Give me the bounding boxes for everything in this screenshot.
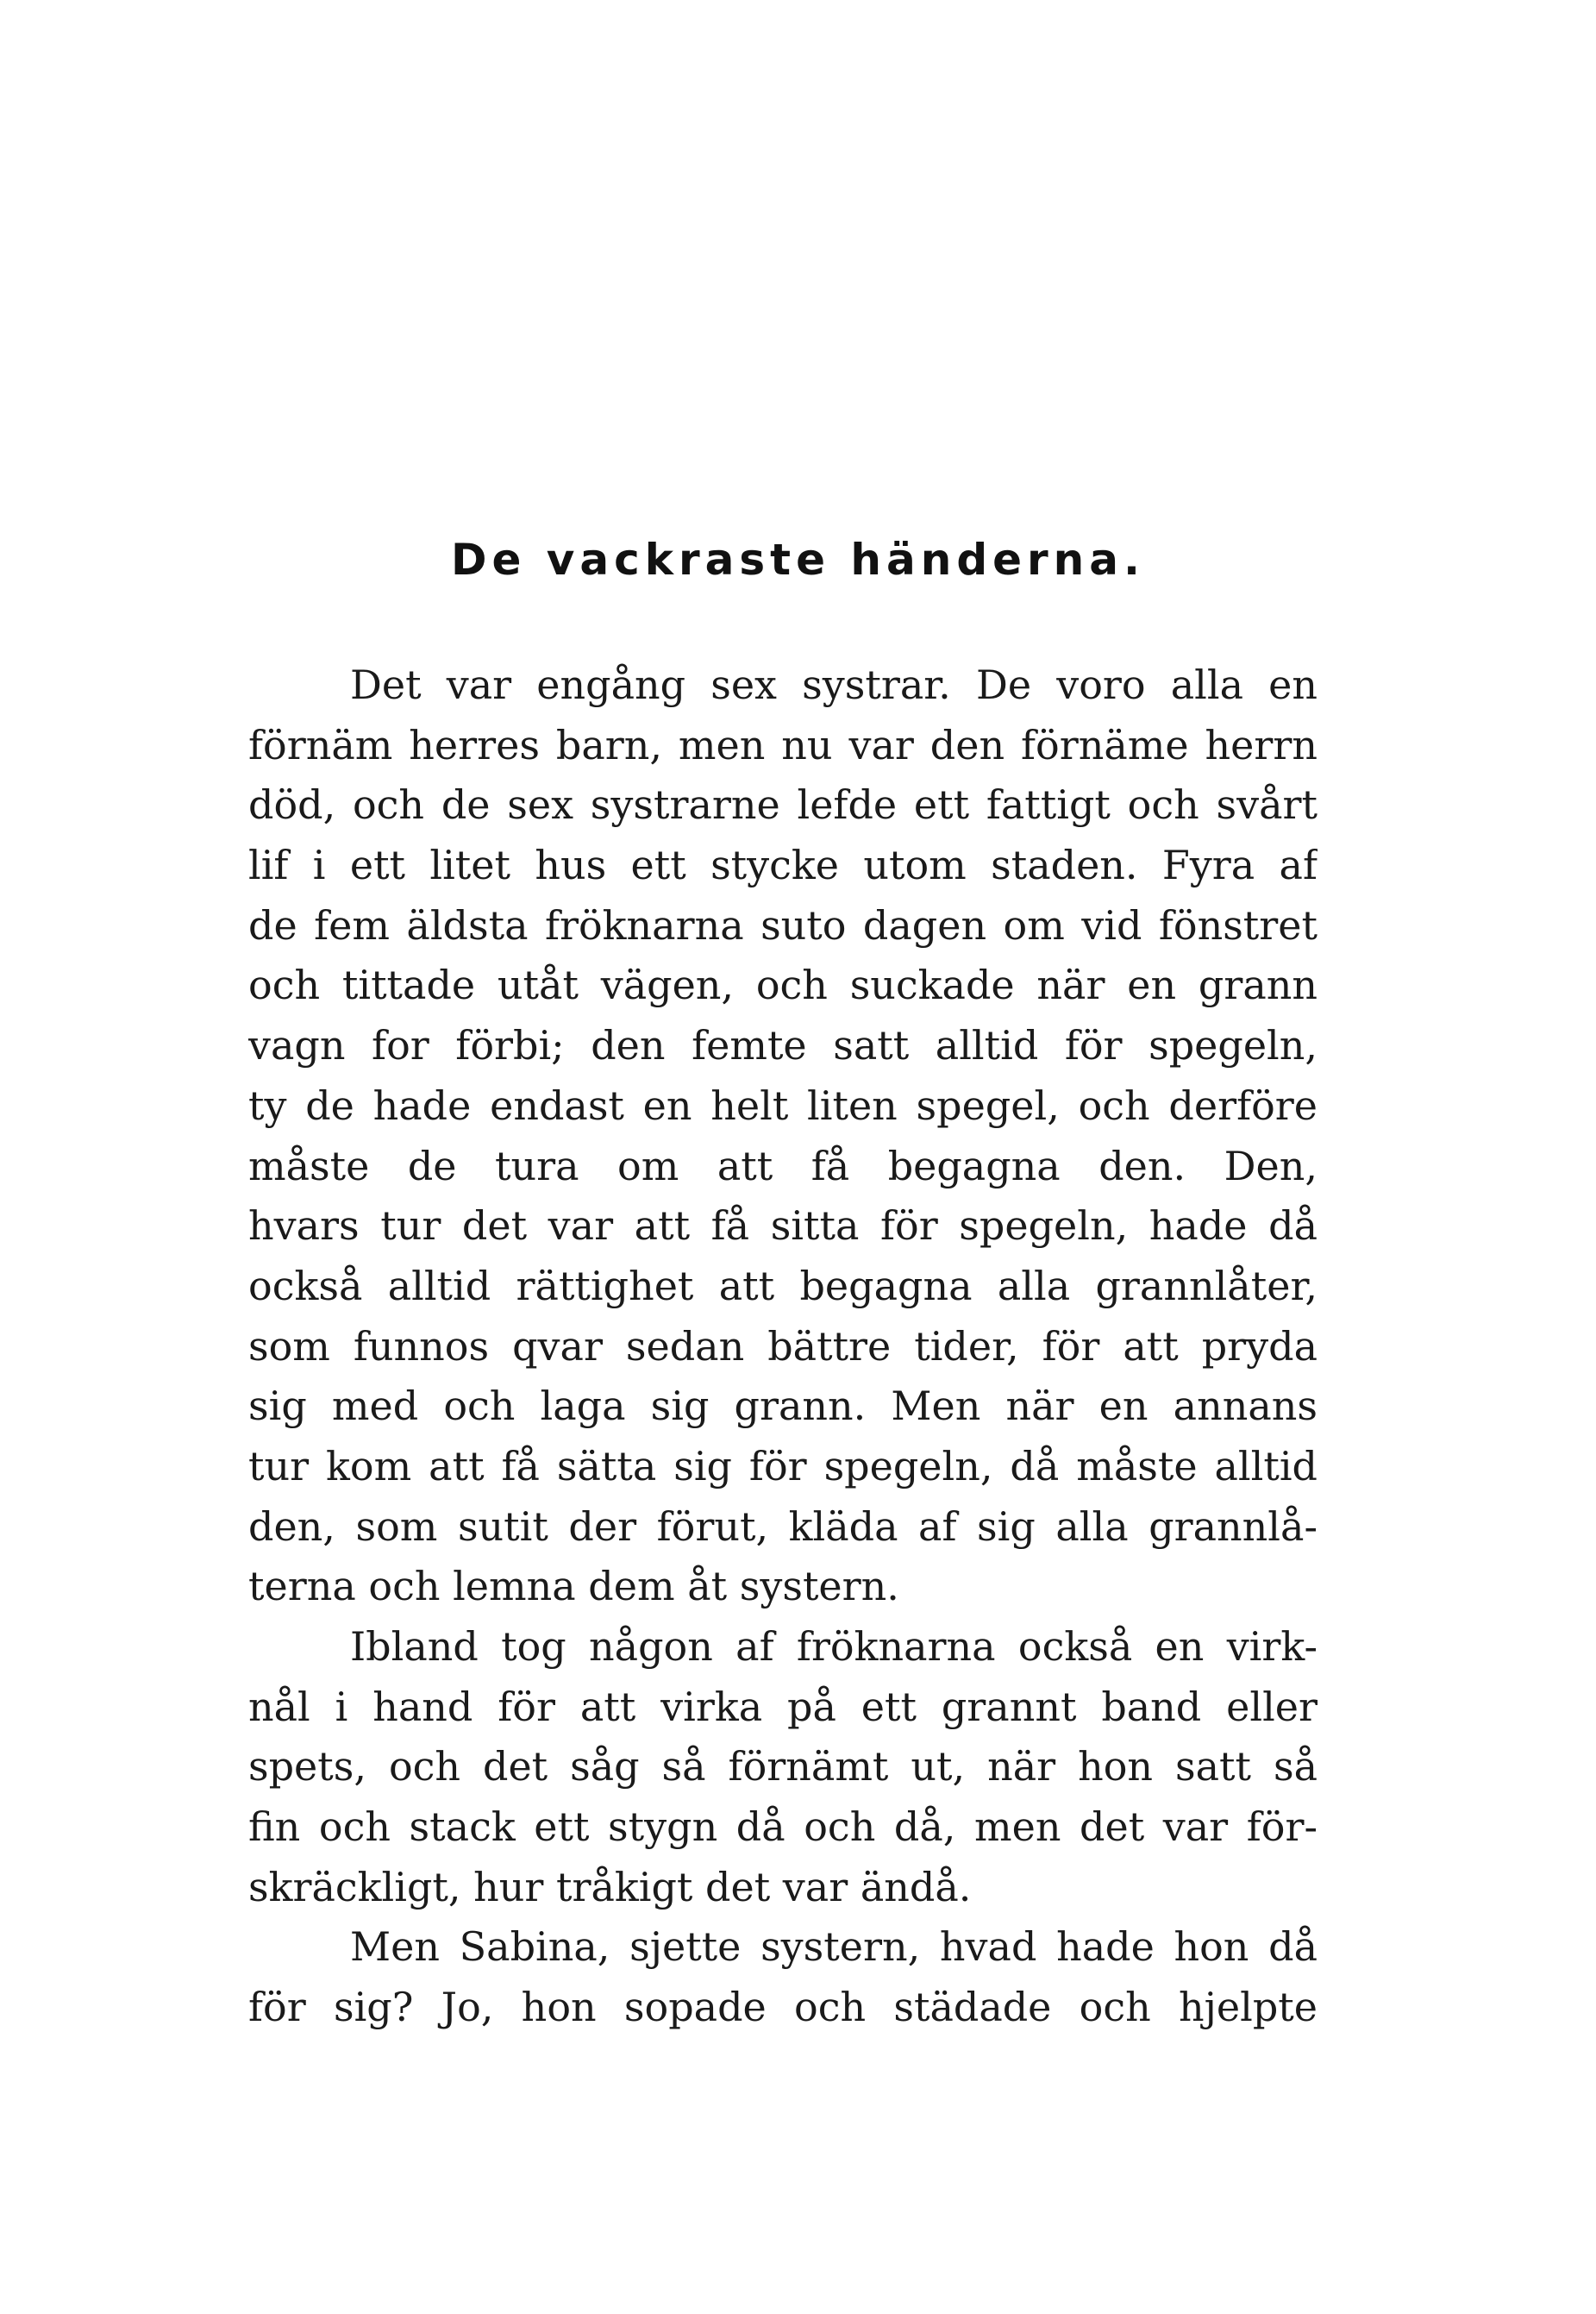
text-line: vagn for förbi; den femte satt alltid för spegeln, (248, 1022, 1317, 1069)
text-line: nål i hand för att virka på ett grannt band eller (248, 1683, 1317, 1730)
body-text (248, 655, 1317, 2038)
text-line: som funnos qvar sedan bättre tider, för att pryda (248, 1322, 1317, 1370)
text-line: spets, och det såg så förnämt ut, när hon satt så (248, 1743, 1317, 1790)
text-line: ty de hade endast en helt liten spegel, och derföre (248, 1082, 1317, 1129)
text-line: Men Sabina, sjette systern, hvad hade hon då (350, 1923, 1317, 1971)
text-line: måste de tura om att få begagna den. Den, (248, 1142, 1317, 1189)
text-line: sig med och laga sig grann. Men när en annans (248, 1383, 1317, 1430)
chapter-title: De vackraste händerna. (450, 535, 1146, 585)
text-line: också alltid rättighet att begagna alla grannlåter, (248, 1262, 1317, 1309)
text-line: den, som sutit der förut, kläda af sig alla grannlå- (248, 1502, 1317, 1550)
text-line: lif i ett litet hus ett stycke utom staden. Fyra af (248, 842, 1317, 889)
text-line: och tittade utåt vägen, och suckade när en grann (248, 962, 1317, 1009)
text-line: tur kom att få sätta sig för spegeln, då måste alltid (248, 1442, 1317, 1489)
text-line: skräckligt, hur tråkigt det var ändå. (248, 1863, 972, 1910)
text-line: de fem äldsta fröknarna suto dagen om vid fönstret (248, 901, 1317, 949)
text-line: hvars tur det var att få sitta för spegeln, hade då (248, 1202, 1317, 1250)
text-line: förnäm herres barn, men nu var den förnäme herrn (248, 721, 1317, 768)
text-line: fin och stack ett stygn då och då, men det var för- (248, 1803, 1317, 1851)
text-line: död, och de sex systrarne lefde ett fattigt och svårt (248, 781, 1317, 829)
text-line: Det var engång sex systrar. De voro alla en (350, 662, 1317, 708)
text-line: Ibland tog någon af fröknarna också en virk- (350, 1623, 1317, 1670)
text-line: för sig? Jo, hon sopade och städade och hjelpte (248, 1984, 1317, 2031)
text-line: terna och lemna dem åt systern. (248, 1563, 899, 1610)
